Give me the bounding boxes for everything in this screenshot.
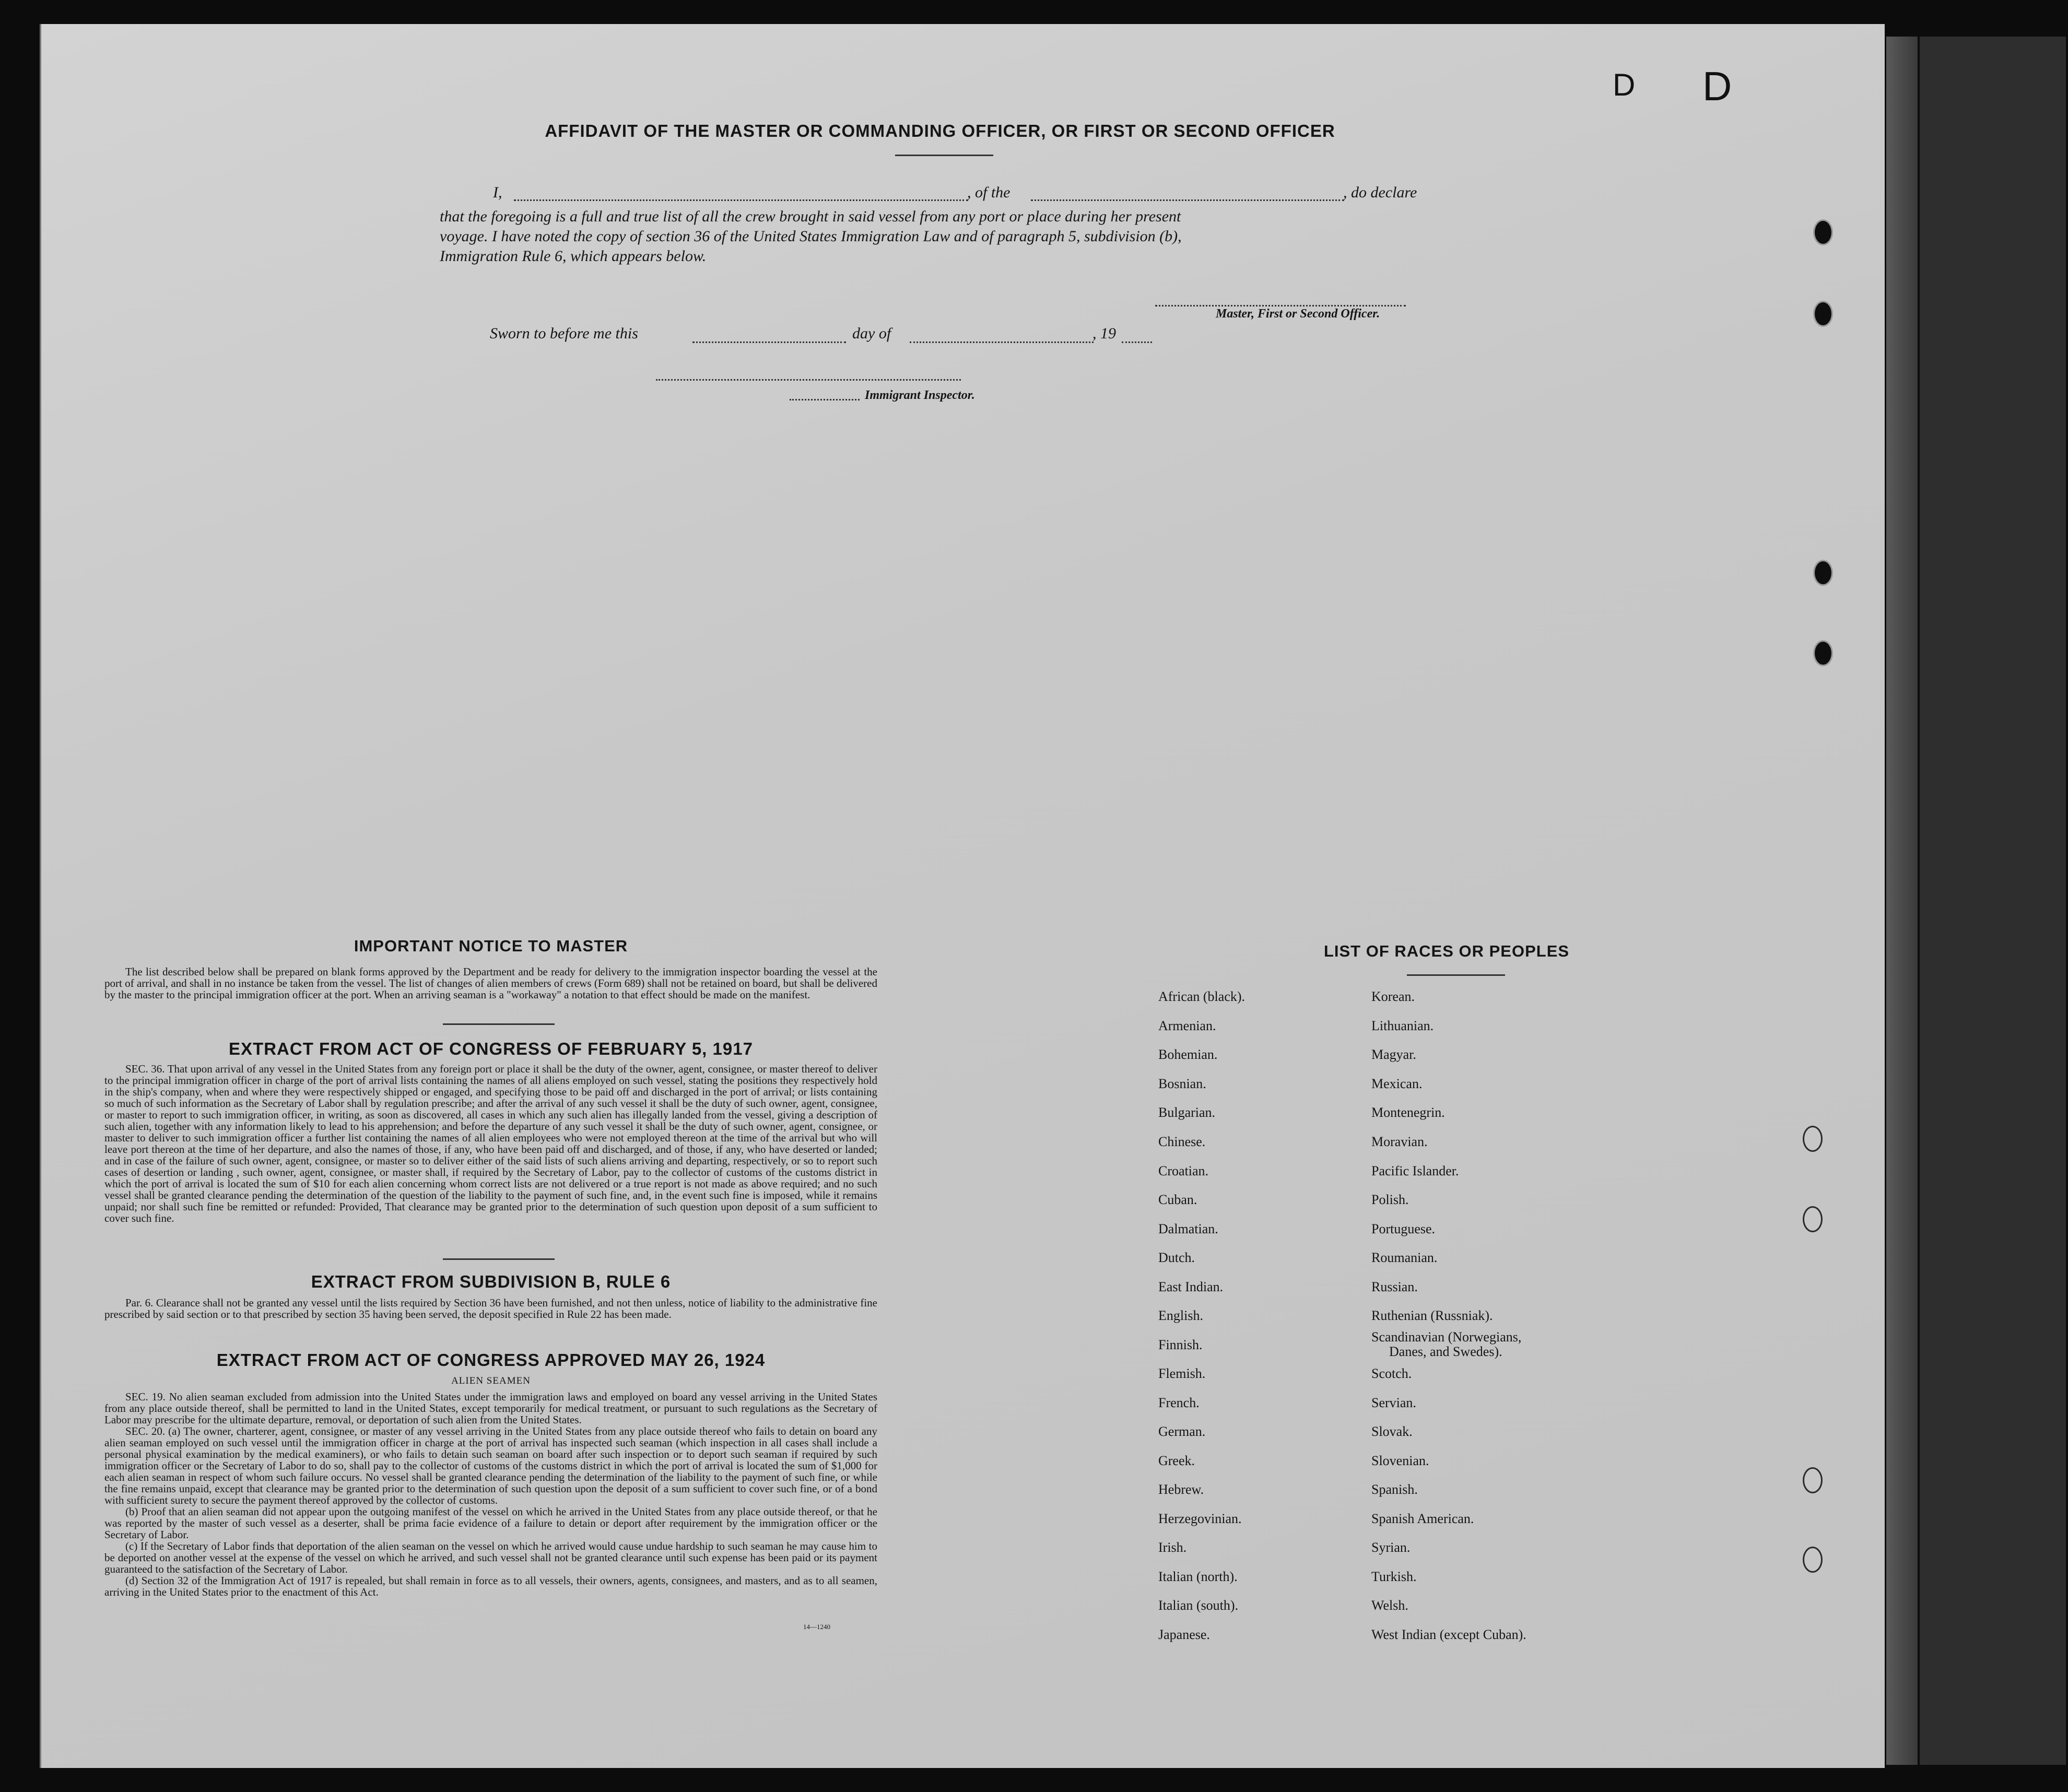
section-20b-text: (b) Proof that an alien seaman did not appear upon the outgoing manifest of the vessel on which he arrived in the United States from any place outside thereof, or that he was reported by the master of such vessel as a deserter, shall be prima facie evidence of a failure to detain or deport after requirement by the immigration officer or the Secretary of Labor. [104, 1505, 877, 1541]
binder-hole [1803, 1547, 1823, 1573]
notice-title: IMPORTANT NOTICE TO MASTER [354, 937, 628, 955]
inspector-label: Immigrant Inspector. [865, 388, 975, 402]
binder-hole [1813, 301, 1833, 327]
day-blank [692, 341, 846, 343]
race-item: Slovenian. [1371, 1453, 1429, 1468]
race-item: Herzegovinian. [1158, 1511, 1242, 1526]
race-item: African (black). [1158, 989, 1246, 1004]
affidavit-i: I, [493, 184, 502, 201]
race-item: Flemish. [1158, 1366, 1206, 1381]
binder-hole [1803, 1206, 1823, 1232]
race-item: Montenegrin. [1371, 1105, 1445, 1120]
month-blank [910, 341, 1094, 343]
race-item: Japanese. [1158, 1627, 1210, 1642]
extract-1917-text: SEC. 36. That upon arrival of any vessel in the United States from any foreign port or place it shall be the duty of the owner, agent, consignee, or master thereof to deliver to the principal immigration officer in charge of the port of arrival lists containing the names of all aliens employed on such vessel, stating the positions they respectively hold in the ship's company, when and where they were respectively shipped or engaged, and specifying those to be paid off and discharged in the port of arrival; or lists containing so much of such information as the Secretary of Labor shall by regulation prescribe; and after the arrival of any such vessel it shall be the duty of such owner, agent, consignee, or master to report to such immigration officer, in writing, as soon as discovered, all cases in which any such alien has illegally landed from the vessel, giving a description of such alien, together with any information likely to lead to his apprehension; and before the departure of any such vessel it shall be the duty of such owner, agent, consignee, or master to deliver to such immigration officer a further list containing the names of all alien employees who were not employed thereon at the time of the arrival but who will leave port thereon at the time of her departure, and also the names of those, if any, who have been paid off and discharged, and of those, if any, who have deserted or landed; and in case of the failure of such owner, agent, consignee, or master so to deliver either of the said lists of such aliens arriving and departing, respectively, or so to report such cases of desertion or landing , such owner, agent, consignee, or master shall, if required by the Secretary of Labor, pay to the collector of customs of the customs district in which the port of arrival is located the sum of $10 for each alien concerning whom correct lists are not delivered or a true report is not made as above required; and no such vessel shall be granted clearance pending the determination of the question of the liability to the payment of such fine, and, in the event such fine is imposed, while it remains unpaid; nor shall such fine be remitted or refunded: Provided, That clearance may be granted prior to the determination of such question upon deposit of a sum sufficient to cover such fine. [104, 1063, 877, 1224]
race-item: Servian. [1371, 1395, 1416, 1410]
race-item: Cuban. [1158, 1192, 1197, 1207]
race-item: German. [1158, 1424, 1206, 1439]
race-item: French. [1158, 1395, 1200, 1410]
race-item: Chinese. [1158, 1134, 1206, 1149]
affidavit-text-line: Immigration Rule 6, which appears below. [440, 247, 707, 265]
race-item: Syrian. [1371, 1540, 1411, 1555]
name-blank [514, 199, 968, 201]
race-item: Bulgarian. [1158, 1105, 1216, 1120]
race-item: Ruthenian (Russniak). [1371, 1308, 1493, 1323]
races-title: LIST OF RACES OR PEOPLES [1323, 942, 1570, 960]
binder-hole [1813, 640, 1833, 666]
race-item: Scandinavian (Norwegians, [1371, 1329, 1522, 1345]
extract-rule6-text: Par. 6. Clearance shall not be granted any vessel until the lists required by Section 36 have been furnished, and not then unless, notice of liability to the administrative fine prescribed by said section or to that prescribed by section 35 having been served, the deposit specified in Rule 22 has been made. [104, 1296, 877, 1321]
sworn-label: Sworn to before me this [490, 325, 638, 342]
race-item: West Indian (except Cuban). [1371, 1627, 1526, 1642]
inspector-dash [790, 399, 860, 400]
notice-text: The list described below shall be prepared on blank forms approved by the Department and be ready for delivery to the immigration inspector boarding the vessel at the port of arrival, and shall in no instance be taken from the vessel. The list of changes of alien members of crews (Form 689) shall not be retained on board, but shall be delivered by the master to the principal immigration officer at the port. When an arriving seaman is a "workaway" a notation to that effect should be made on the manifest. [104, 965, 877, 1001]
race-item: Welsh. [1371, 1598, 1408, 1613]
race-item: Lithuanian. [1371, 1018, 1434, 1033]
handwritten-mark: D [1613, 67, 1636, 102]
race-item: Greek. [1158, 1453, 1195, 1468]
signature-blank [1155, 305, 1406, 306]
race-item: Finnish. [1158, 1337, 1203, 1352]
race-item: Slovak. [1371, 1424, 1413, 1439]
race-item: East Indian. [1158, 1279, 1224, 1294]
signature-label: Master, First or Second Officer. [1216, 307, 1380, 321]
race-item: Dutch. [1158, 1250, 1195, 1265]
race-item: Hebrew. [1158, 1482, 1204, 1497]
binder-hole [1813, 560, 1833, 586]
section-20a-text: SEC. 20. (a) The owner, charterer, agent, consignee, or master of any vessel arriving in the United States from any place outside thereof who fails to detain on board any alien seaman employed on such vessel until the immigration officer in charge at the port of arrival has inspected such seaman (which inspection in all cases shall include a personal physical examination by the medical examiners), or who fails to detain such seaman on board after such inspection or to deport such seaman if required by such immigration officer or the Secretary of Labor to do so, shall pay to the collector of customs of the customs district in which the port of arrival is located the sum of $1,000 for each alien seaman in respect of whom such failure occurs. No vessel shall be granted clearance pending the determination of the liability to the payment of such fine, or while the fine remains unpaid, except that clearance may be granted prior to the determination of such question upon the deposit of a sum sufficient to cover such fine, or of a bond with sufficient surety to secure the payment thereof approved by the collector of customs. [104, 1425, 877, 1506]
divider [895, 155, 993, 156]
binder-hole [1803, 1467, 1823, 1493]
divider [443, 1258, 555, 1260]
section-19-text: SEC. 19. No alien seaman excluded from admission into the United States under the immigration laws and employed on board any vessel arriving in the United States from any place outside thereof, shall be permitted to land in the United States, except temporarily for medical treatment, or pursuant to such regulations as the Secretary of Labor may prescribe for the ultimate departure, removal, or deportation of such alien from the United States. [104, 1390, 877, 1426]
race-item: Portuguese. [1371, 1221, 1436, 1236]
race-item: Moravian. [1371, 1134, 1428, 1149]
affidavit-text-line: voyage. I have noted the copy of section 36 of the United States Immigration Law and of paragraph 5, subdivision (b), [440, 228, 1182, 245]
race-item: Spanish American. [1371, 1511, 1474, 1526]
divider [443, 1023, 555, 1025]
race-item: Turkish. [1371, 1569, 1417, 1584]
race-item: Italian (south). [1158, 1598, 1239, 1613]
affidavit-of-the: , of the [967, 184, 1011, 201]
race-item: Irish. [1158, 1540, 1187, 1555]
inspector-signature-blank [656, 379, 961, 381]
form-number: 14—1240 [803, 1623, 830, 1631]
race-item: Croatian. [1158, 1163, 1209, 1178]
race-item: Russian. [1371, 1279, 1418, 1294]
race-item: Danes, and Swedes). [1389, 1344, 1502, 1359]
page-edge [1886, 37, 1918, 1765]
race-item: Magyar. [1371, 1047, 1416, 1062]
race-item: Bohemian. [1158, 1047, 1218, 1062]
affidavit-text-line: that the foregoing is a full and true list of all the crew brought in said vessel from any port or place during her present [440, 208, 1181, 225]
extract-1924-subtitle: ALIEN SEAMEN [451, 1375, 531, 1386]
affidavit-title: AFFIDAVIT OF THE MASTER OR COMMANDING OFFICER, OR FIRST OR SECOND OFFICER [545, 121, 1335, 140]
affidavit-declare: , do declare [1343, 184, 1417, 201]
extract-1924-body [104, 1391, 877, 1598]
race-item: Polish. [1371, 1192, 1409, 1207]
day-of-label: day of [852, 325, 891, 342]
year-label: , 19 [1092, 325, 1116, 342]
race-item: Spanish. [1371, 1482, 1418, 1497]
vessel-blank [1031, 199, 1344, 201]
race-item: Roumanian. [1371, 1250, 1438, 1265]
divider [1407, 974, 1505, 976]
background-binder [1920, 37, 2066, 1765]
extract-1917-title: EXTRACT FROM ACT OF CONGRESS OF FEBRUARY 5, 1917 [229, 1039, 753, 1058]
race-item: Pacific Islander. [1371, 1163, 1459, 1178]
race-item: Italian (north). [1158, 1569, 1238, 1584]
extract-rule6-title: EXTRACT FROM SUBDIVISION B, RULE 6 [311, 1272, 671, 1291]
handwritten-mark: D [1702, 63, 1732, 109]
race-item: Bosnian. [1158, 1076, 1206, 1091]
binder-hole [1803, 1126, 1823, 1152]
section-20c-text: (c) If the Secretary of Labor finds that deportation of the alien seaman on the vessel on which he arrived would cause undue hardship to such seaman he may cause him to be deported on another vessel at the expense of the vessel on which he arrived, and such vessel shall not be granted clearance until such expense has been paid or its payment guaranteed to the satisfaction of the Secretary of Labor. [104, 1540, 877, 1575]
extract-1924-title: EXTRACT FROM ACT OF CONGRESS APPROVED MAY 26, 1924 [216, 1350, 766, 1370]
year-blank [1122, 341, 1152, 343]
race-item: Scotch. [1371, 1366, 1412, 1381]
race-item: Korean. [1371, 989, 1415, 1004]
race-item: English. [1158, 1308, 1203, 1323]
race-item: Dalmatian. [1158, 1221, 1218, 1236]
race-item: Armenian. [1158, 1018, 1216, 1033]
binder-hole [1813, 219, 1833, 245]
race-item: Mexican. [1371, 1076, 1423, 1091]
section-20d-text: (d) Section 32 of the Immigration Act of 1917 is repealed, but shall remain in force as to all vessels, their owners, agents, consignees, and masters, and as to all seamen, arriving in the United States prior to the enactment of this Act. [104, 1574, 877, 1598]
